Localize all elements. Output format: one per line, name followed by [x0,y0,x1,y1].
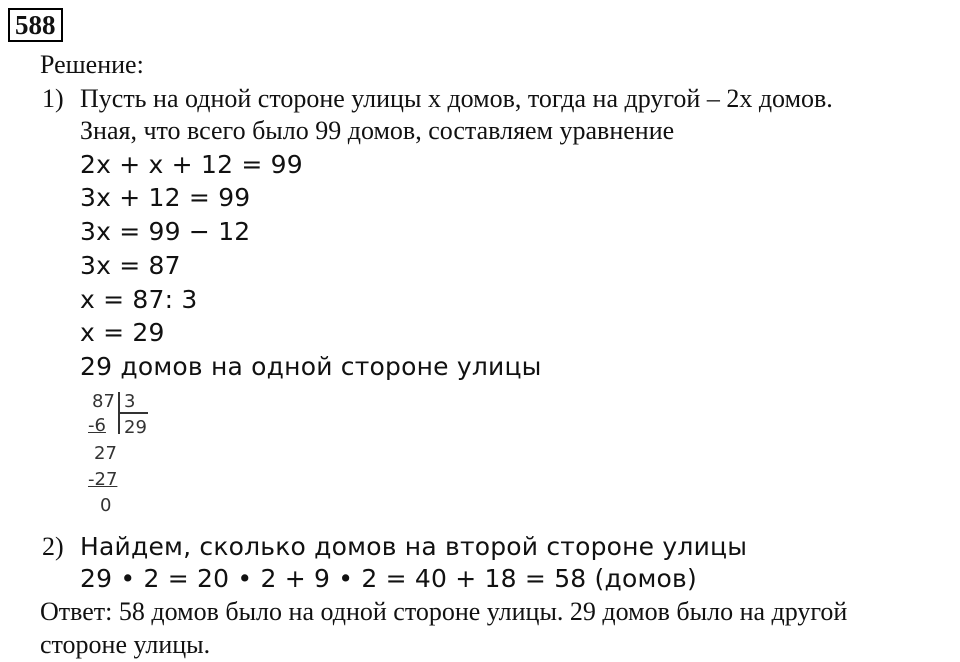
step1-text-line1: Пусть на одной стороне улицы x домов, тогда на другой – 2x домов. [80,84,833,113]
long-division [86,390,166,520]
equation-line: x = 87: 3 [80,285,198,314]
answer-line1: Ответ: 58 домов было на одной стороне улицы. 29 домов было на другой [40,597,848,626]
step1-text-line2: Зная, что всего было 99 домов, составляем уравнение [80,116,675,145]
division-remainder-2: 0 [100,495,112,516]
step2-calculation: 29 • 2 = 20 • 2 + 9 • 2 = 40 + 18 = 58 (домов) [80,564,697,593]
division-dividend: 87 [92,391,115,412]
step1-index: 1) [42,84,64,113]
division-divisor: 3 [124,391,136,412]
answer-line2: стороне улицы. [40,630,211,659]
equation-line: 3x = 99 − 12 [80,217,251,246]
equation-line: 3x + 12 = 99 [80,183,251,212]
division-remainder-1: 27 [94,443,117,464]
step2-index: 2) [42,532,64,561]
solution-heading: Решение: [40,50,144,79]
task-number: 588 [8,8,63,42]
division-horizontal-line [118,412,148,414]
step2-text: Найдем, сколько домов на второй стороне улицы [80,532,748,561]
division-subtrahend-2: -27 [88,469,118,490]
division-subtrahend-1: -6 [88,415,106,436]
equation-line: 3x = 87 [80,251,181,280]
equation-line: x = 29 [80,318,165,347]
division-quotient: 29 [124,417,147,438]
equation-line: 2x + x + 12 = 99 [80,150,303,179]
step1-result: 29 домов на одной стороне улицы [80,352,542,381]
